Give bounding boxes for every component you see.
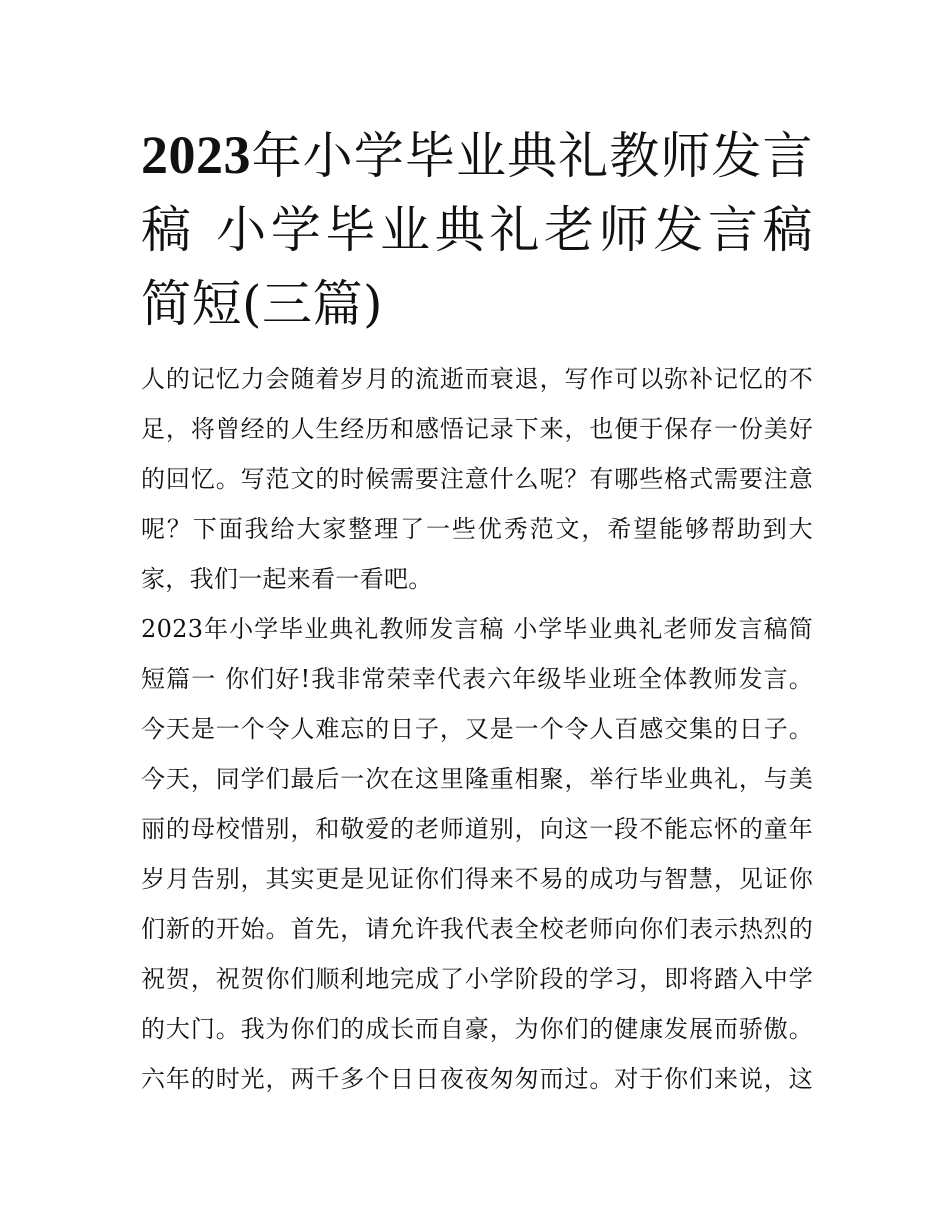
document-body <box>141 354 813 1104</box>
document-title <box>141 118 813 341</box>
title-text: 年小学毕业典礼教师发言稿 小学毕业典礼老师发言稿简短(三篇) <box>141 127 813 333</box>
title-year: 2023 <box>141 125 251 185</box>
intro-paragraph: 人的记忆力会随着岁月的流逝而衰退，写作可以弥补记忆的不足，将曾经的人生经历和感悟记录下来，也便于保存一份美好的回忆。写范文的时候需要注意什么呢？有哪些格式需要注意呢？下面我给大家整理了一些优秀范文，希望能够帮助到大家，我们一起来看一看吧。 <box>141 365 813 593</box>
section-body: 你们好!我非常荣幸代表六年级毕业班全体教师发言。今天是一个令人难忘的日子，又是一个令人百感交集的日子。今天，同学们最后一次在这里隆重相聚，举行毕业典礼，与美丽的母校惜别，和敬爱的老师道别，向这一段不能忘怀的童年岁月告别，其实更是见证你们得来不易的成功与智慧，见证你们新的开始。首先，请允许我代表全校老师向你们表示热烈的祝贺，祝贺你们顺利地完成了小学阶段的学习，即将踏入中学的大门。我为你们的成长而自豪，为你们的健康发展而骄傲。六年的时光，两千多个日日夜夜匆匆而过。对于你们来说，这 <box>141 665 813 1093</box>
section-heading: 2023年小学毕业典礼教师发言稿 小学毕业典礼老师发言稿简短篇一 <box>141 615 813 693</box>
section-paragraph <box>141 604 813 1104</box>
document-content <box>141 118 813 1104</box>
